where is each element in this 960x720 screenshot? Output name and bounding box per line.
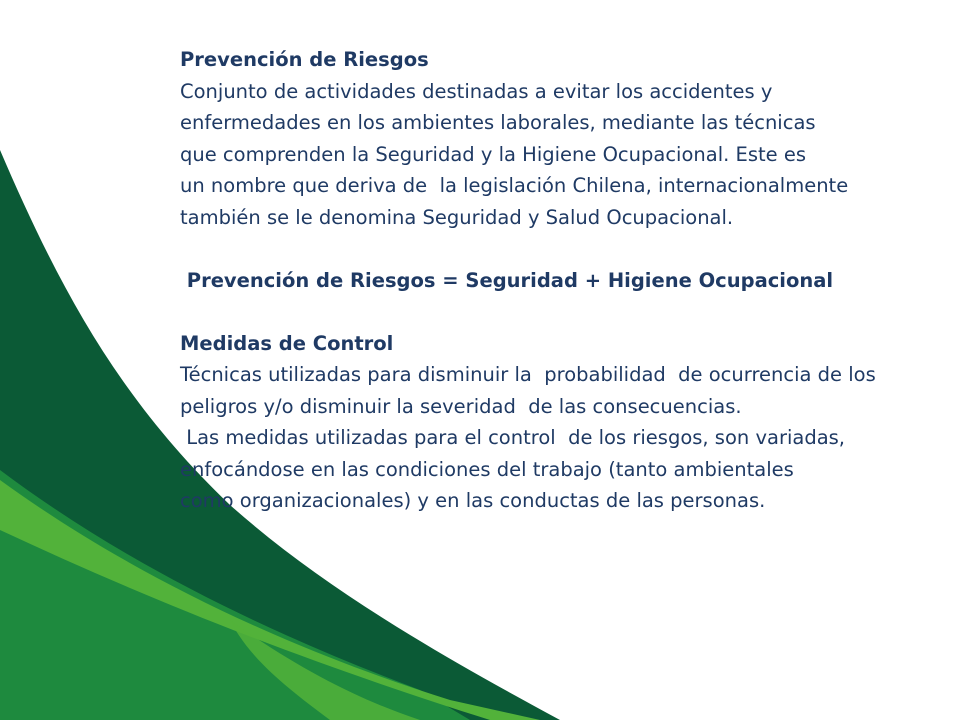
section-title-prevencion: Prevención de Riesgos: [180, 48, 429, 71]
body-line: un nombre que deriva de la legislación Chilena, internacionalmente: [180, 174, 849, 197]
slide-text-block: [180, 44, 950, 517]
body-line: enfermedades en los ambientes laborales, mediante las técnicas: [180, 111, 816, 134]
section-title-medidas: Medidas de Control: [180, 331, 394, 355]
body-line: Técnicas utilizadas para disminuir la probabilidad de ocurrencia de los: [180, 363, 876, 386]
equation-line: Prevención de Riesgos = Seguridad + Higiene Ocupacional: [180, 268, 834, 292]
body-line: enfocándose en las condiciones del trabajo (tanto ambientales: [180, 457, 794, 481]
body-line: que comprenden la Seguridad y la Higiene Ocupacional. Este es: [180, 142, 807, 166]
body-line: también se le denomina Seguridad y Salud Ocupacional.: [180, 205, 734, 229]
body-line: Conjunto de actividades destinadas a evitar los accidentes y: [180, 79, 773, 103]
body-line: Las medidas utilizadas para el control de los riesgos, son variadas,: [180, 426, 846, 449]
body-line: como organizacionales) y en las conductas de las personas.: [180, 489, 766, 512]
blank-line: [180, 296, 950, 328]
body-line: peligros y/o disminuir la severidad de las consecuencias.: [180, 394, 742, 418]
blank-line: [180, 233, 950, 265]
